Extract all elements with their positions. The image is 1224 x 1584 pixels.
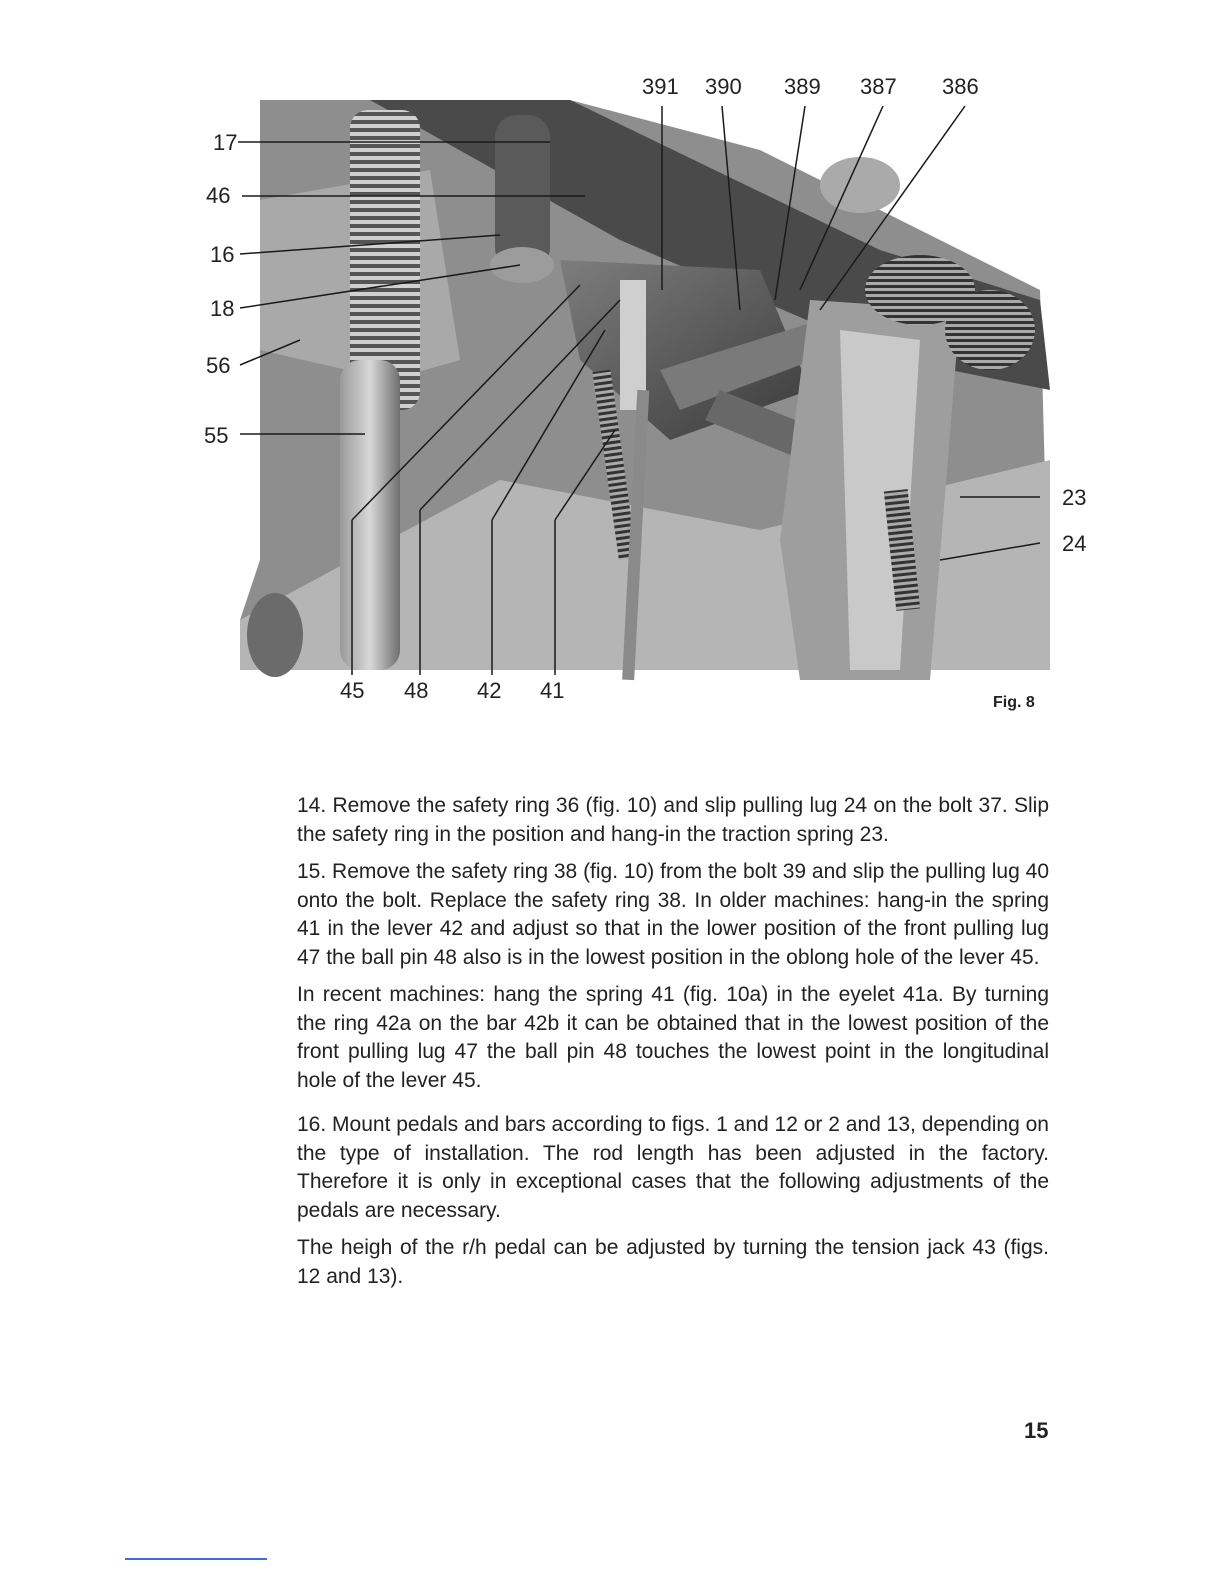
figure-8 [200, 60, 1100, 720]
paragraph-14: 14. Remove the safety ring 36 (fig. 10) and slip pulling lug 24 on the bolt 37. Slip the safety ring in the position and hang-in the traction spring 23. [297, 794, 1049, 846]
callout-46: 46 [206, 183, 231, 208]
callout-45: 45 [340, 678, 365, 703]
callout-42: 42 [477, 678, 502, 703]
callout-390: 390 [705, 74, 742, 99]
callout-391: 391 [642, 74, 679, 99]
callout-387: 387 [860, 74, 897, 99]
paragraph-recent-machines: In recent machines: hang the spring 41 (fig. 10a) in the eyelet 41a. By turning the ring 42a on the bar 42b it can be obtained that in the lowest position of the front pulling lug 47 the ball pin 48 touches the lowest point in the longitudinal hole of the lever 45. [297, 983, 1049, 1092]
callout-17: 17 [213, 130, 238, 155]
paragraph-15: 15. Remove the safety ring 38 (fig. 10) from the bolt 39 and slip the pulling lug 40 onto the bolt. Replace the safety ring 38. In older machines: hang-in the spring 41 in the lever 42 and adjust so that in the lower position of the front pulling lug 47 the ball pin 48 also is in the lowest position in the oblong hole of the lever 45. [297, 860, 1049, 969]
callout-41: 41 [540, 678, 565, 703]
callout-55: 55 [204, 423, 229, 448]
callout-16: 16 [210, 242, 235, 267]
paragraph-pedal-height: The heigh of the r/h pedal can be adjusted by turning the tension jack 43 (figs. 12 and 13). [297, 1236, 1049, 1288]
callout-18: 18 [210, 296, 235, 321]
instructions-text [297, 792, 1049, 1300]
figure-caption: Fig. 8 [993, 694, 1035, 711]
page-number: 15 [1024, 1418, 1049, 1443]
mechanism-photo [200, 60, 1100, 720]
callout-386: 386 [942, 74, 979, 99]
bottom-rule [125, 1558, 267, 1560]
callout-23: 23 [1062, 485, 1087, 510]
callout-56: 56 [206, 353, 231, 378]
paragraph-16: 16. Mount pedals and bars according to figs. 1 and 12 or 2 and 13, depending on the type of installation. The rod length has been adjusted in the factory. Therefore it is only in exceptional cases that the following adjustments of the pedals are necessary. [297, 1113, 1049, 1222]
callout-389: 389 [784, 74, 821, 99]
callout-24: 24 [1062, 531, 1087, 556]
callout-48: 48 [404, 678, 429, 703]
